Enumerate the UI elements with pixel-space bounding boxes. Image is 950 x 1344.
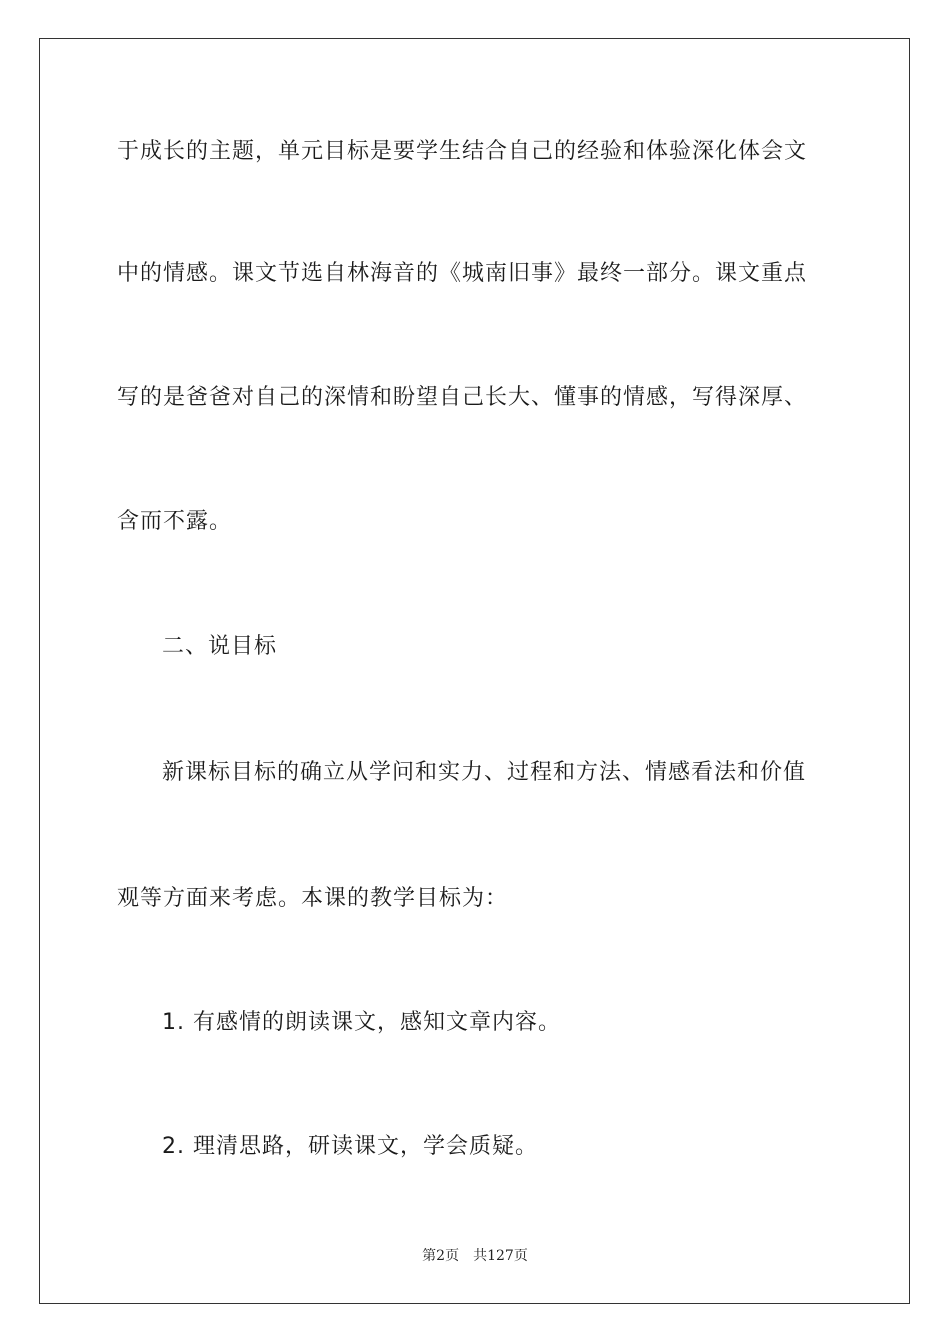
page-number: 第2页 — [422, 1248, 460, 1264]
paragraph-line-3: 写的是爸爸对自己的深情和盼望自己长大、懂事的情感，写得深厚、 — [117, 385, 808, 410]
list-item-2: 2. 理清思路，研读课文，学会质疑。 — [162, 1134, 538, 1159]
paragraph-line-2: 中的情感。课文节选自林海音的《城南旧事》最终一部分。课文重点 — [117, 261, 808, 286]
page-footer — [0, 1246, 950, 1266]
paragraph-line-1: 于成长的主题，单元目标是要学生结合自己的经验和体验深化体会文 — [117, 139, 808, 164]
paragraph-line-5: 新课标目标的确立从学问和实力、过程和方法、情感看法和价值 — [162, 760, 807, 785]
paragraph-line-6: 观等方面来考虑。本课的教学目标为： — [117, 886, 509, 911]
list-item-1: 1. 有感情的朗读课文，感知文章内容。 — [162, 1010, 561, 1035]
page-total: 共127页 — [473, 1248, 528, 1264]
section-heading: 二、说目标 — [162, 634, 278, 659]
page-border — [39, 38, 910, 1304]
paragraph-line-4: 含而不露。 — [117, 509, 233, 534]
